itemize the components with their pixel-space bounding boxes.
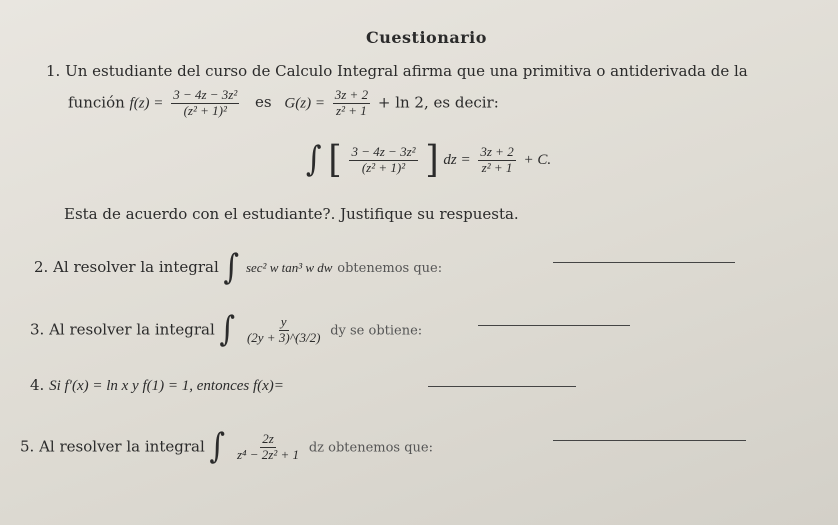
left-bracket-icon: [	[328, 138, 342, 182]
question-3-fraction	[245, 315, 322, 346]
question-5-denominator: z⁴ − 2z² + 1	[236, 446, 300, 462]
es-word: es	[255, 93, 272, 112]
rhs-numerator: 3z + 2	[480, 143, 514, 159]
g-tail: + ln 2, es decir:	[377, 93, 499, 112]
g-denominator: z² + 1	[336, 102, 367, 118]
rhs-tail: + C.	[523, 152, 552, 168]
rhs-denominator: z² + 1	[481, 159, 513, 175]
rhs-fraction	[478, 145, 515, 176]
question-2-integrand: sec² w tan³ w dw	[245, 260, 333, 275]
question-4-text: Si f′(x) = ln x y f(1) = 1, entonces f(x)=	[49, 378, 284, 394]
question-4-number: 4.	[30, 376, 45, 394]
dz-equals: dz =	[443, 152, 471, 168]
question-1-number: 1.	[46, 62, 61, 80]
g-numerator: 3z + 2	[334, 87, 369, 102]
question-1-lead: función	[68, 93, 125, 112]
f-lhs: f(z) =	[129, 95, 164, 112]
question-3	[30, 309, 423, 350]
question-3-text: Al resolver la integral	[49, 320, 215, 339]
question-5-fraction	[235, 432, 301, 463]
question-1-line1	[46, 62, 748, 80]
question-2-text: Al resolver la integral	[53, 258, 219, 276]
g-lhs: G(z) =	[284, 95, 325, 112]
question-3-tail: dy se obtiene:	[330, 323, 423, 339]
answer-blank-5[interactable]	[553, 440, 746, 441]
question-5	[20, 426, 433, 467]
integral-sign-icon: ∫	[306, 139, 322, 180]
question-5-numerator: 2z	[262, 431, 274, 446]
f-denominator: (z² + 1)²	[183, 102, 227, 118]
question-2-tail: obtenemos que:	[337, 261, 443, 276]
integral-numerator: 3 − 4z − 3z²	[351, 143, 416, 159]
integral-sign-icon: ∫	[209, 426, 226, 467]
integral-sign-icon: ∫	[219, 309, 236, 350]
answer-blank-3[interactable]	[478, 325, 630, 326]
g-fraction	[333, 88, 370, 119]
question-1-prompt: Esta de acuerdo con el estudiante?. Justifique su respuesta.	[64, 205, 519, 223]
question-1-line2	[68, 88, 499, 119]
question-5-tail: dz obtenemos que:	[308, 440, 433, 456]
integral-sign-icon: ∫	[223, 247, 240, 288]
question-3-number: 3.	[30, 320, 45, 339]
integral-denominator: (z² + 1)²	[361, 159, 406, 175]
f-fraction	[171, 88, 239, 119]
question-1-intro: Un estudiante del curso de Calculo Integral afirma que una primitiva o antiderivada de la	[65, 62, 748, 80]
question-2-number: 2.	[34, 258, 49, 276]
page-title: Cuestionario	[366, 28, 487, 47]
question-3-numerator: y	[280, 314, 287, 329]
question-5-text: Al resolver la integral	[39, 437, 205, 456]
answer-blank-4[interactable]	[428, 386, 576, 387]
answer-blank-2[interactable]	[553, 262, 735, 263]
question-3-denominator: (2y + 3)^(3/2)	[246, 329, 321, 345]
question-1-integral	[306, 140, 551, 180]
right-bracket-icon: ]	[425, 138, 439, 182]
f-numerator: 3 − 4z − 3z²	[173, 87, 238, 102]
question-2	[34, 247, 443, 288]
integral-fraction	[349, 145, 417, 176]
question-4	[30, 376, 284, 395]
question-5-number: 5.	[20, 437, 35, 456]
